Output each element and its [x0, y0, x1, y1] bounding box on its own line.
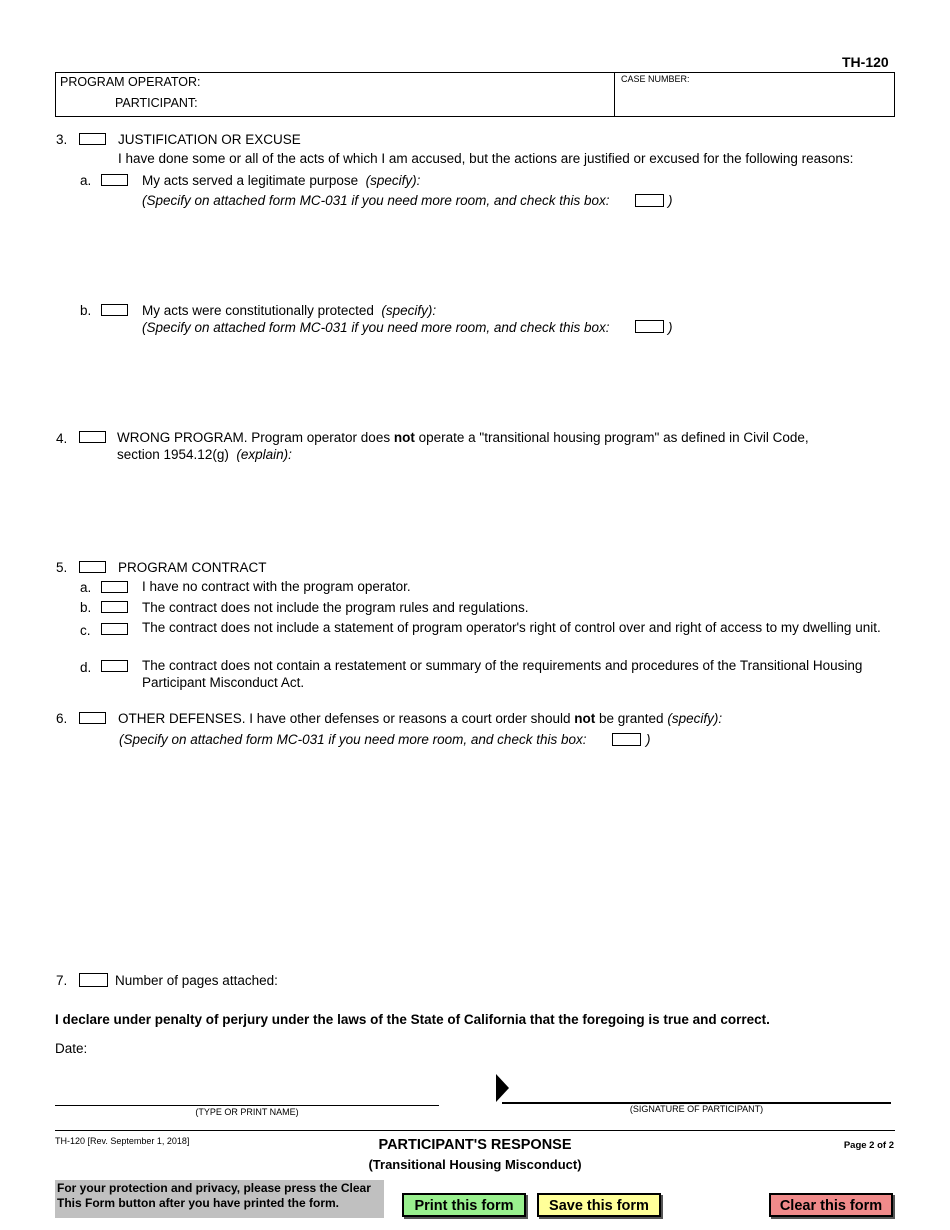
item5d-checkbox[interactable]: [101, 660, 128, 672]
privacy-note: For your protection and privacy, please press the Clear This Form button after you have printed the form.: [55, 1180, 384, 1218]
item5-checkbox[interactable]: [79, 561, 106, 573]
item5-title: PROGRAM CONTRACT: [118, 560, 267, 575]
item3a-letter: a.: [80, 173, 92, 188]
date-label: Date:: [55, 1041, 88, 1056]
item3-checkbox[interactable]: [79, 133, 106, 145]
save-form-button[interactable]: Save this form: [537, 1193, 661, 1217]
item3-number: 3.: [56, 132, 68, 147]
item6-text: OTHER DEFENSES. I have other defenses or reasons a court order should not be granted (specify):: [118, 711, 723, 726]
case-number-label: CASE NUMBER:: [621, 74, 690, 84]
name-line: [55, 1105, 439, 1106]
item3-intro: I have done some or all of the acts of which I am accused, but the actions are justified or excused for the following reasons:: [118, 151, 854, 166]
item5a-checkbox[interactable]: [101, 581, 128, 593]
item3b-text: My acts were constitutionally protected (specify):: [142, 303, 437, 318]
item3b-letter: b.: [80, 303, 92, 318]
item5b-checkbox[interactable]: [101, 601, 128, 613]
item5c-letter: c.: [80, 623, 91, 638]
declaration: I declare under penalty of perjury under the laws of the State of California that the foregoing is true and correct.: [55, 1012, 770, 1027]
item3b-attach-checkbox[interactable]: [635, 320, 664, 333]
item6-attach-note: (Specify on attached form MC-031 if you need more room, and check this box:: [119, 732, 587, 747]
item5c-checkbox[interactable]: [101, 623, 128, 635]
item3-title: JUSTIFICATION OR EXCUSE: [118, 132, 301, 147]
item5d-letter: d.: [80, 660, 92, 675]
item6-textarea[interactable]: [118, 752, 897, 961]
name-caption: (TYPE OR PRINT NAME): [195, 1107, 299, 1117]
signature-caption: (SIGNATURE OF PARTICIPANT): [629, 1104, 764, 1114]
item4-checkbox[interactable]: [79, 431, 106, 443]
item7-number: 7.: [56, 973, 68, 988]
footer-title: PARTICIPANT'S RESPONSE: [378, 1137, 572, 1153]
program-operator-label: PROGRAM OPERATOR:: [60, 75, 201, 89]
participant-label: PARTICIPANT:: [115, 96, 198, 110]
item4-number: 4.: [56, 431, 68, 446]
caption-divider: [614, 72, 615, 117]
item3a-paren: ): [668, 193, 673, 208]
item7-label: Number of pages attached:: [115, 973, 278, 988]
item3a-textarea[interactable]: [142, 212, 896, 296]
item3a-checkbox[interactable]: [101, 174, 128, 186]
item3b-paren: ): [668, 320, 673, 335]
item3b-textarea[interactable]: [142, 340, 896, 424]
signature-arrow-icon: [496, 1074, 510, 1102]
item5b-text: The contract does not include the program rules and regulations.: [142, 600, 529, 615]
print-name-input[interactable]: [55, 1084, 441, 1106]
item4-textarea[interactable]: [117, 466, 896, 558]
print-form-button[interactable]: Print this form: [402, 1193, 526, 1217]
form-id: TH-120: [842, 54, 889, 70]
footer-page: Page 2 of 2: [843, 1140, 894, 1151]
item5-number: 5.: [56, 560, 68, 575]
footer-rule: [55, 1130, 895, 1131]
item4-text: WRONG PROGRAM. Program operator does not operate a "transitional housing program" as defined in Civil Code,: [117, 430, 809, 445]
item5b-letter: b.: [80, 600, 92, 615]
item5d-text: The contract does not contain a restatement or summary of the requirements and procedures of the Transitional Housing Participant Misconduct Act.: [142, 658, 863, 690]
clear-form-button[interactable]: Clear this form: [769, 1193, 893, 1217]
item3a-attach-note: (Specify on attached form MC-031 if you need more room, and check this box:: [142, 193, 610, 208]
item7-pages-field[interactable]: [79, 973, 108, 987]
item6-attach-checkbox[interactable]: [612, 733, 641, 746]
item5c-text: The contract does not include a statement of program operator's right of control over and right of access to my dwelling unit.: [142, 620, 881, 635]
item5a-letter: a.: [80, 580, 92, 595]
footer-revision: TH-120 [Rev. September 1, 2018]: [55, 1136, 190, 1146]
item3a-attach-checkbox[interactable]: [635, 194, 664, 207]
item3b-attach-note: (Specify on attached form MC-031 if you need more room, and check this box:: [142, 320, 610, 335]
item4-text-line2: section 1954.12(g) (explain):: [117, 447, 292, 462]
item6-checkbox[interactable]: [79, 712, 106, 724]
footer-subtitle: (Transitional Housing Misconduct): [368, 1157, 582, 1172]
item5a-text: I have no contract with the program operator.: [142, 579, 411, 594]
item3a-text: My acts served a legitimate purpose (specify):: [142, 173, 421, 188]
item6-paren: ): [646, 732, 651, 747]
item3b-checkbox[interactable]: [101, 304, 128, 316]
item6-number: 6.: [56, 711, 68, 726]
